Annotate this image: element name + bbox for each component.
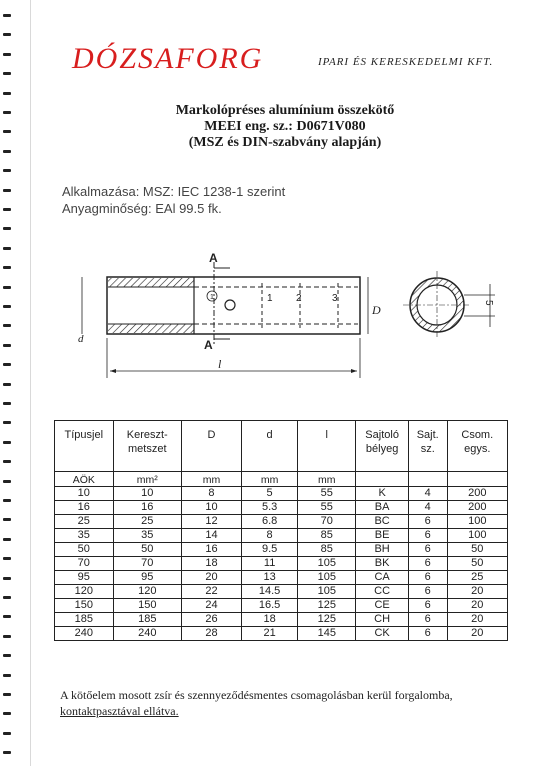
title-line-1: Markolópréses alumínium összekötő [175, 103, 395, 118]
table-cell: BK [356, 557, 409, 571]
dim-d-label: d [78, 333, 84, 345]
table-cell: BE [356, 529, 409, 543]
dim-D-label: D [372, 303, 381, 317]
wall-bottom-hatch [108, 324, 194, 333]
binding-hole [3, 499, 11, 502]
header-die-mark: Sajtoló bélyeg [356, 421, 409, 472]
binding-hole [3, 557, 11, 560]
table-cell: 70 [298, 515, 356, 529]
table-cell: 4 [408, 501, 447, 515]
detail-number: 1 [210, 294, 214, 301]
section-label-top: A [209, 251, 218, 265]
title-line-2: MEEI eng. sz.: D0671V080 [204, 119, 366, 134]
table-row [55, 585, 508, 599]
unit-cell: mm [298, 472, 356, 487]
table-cell: 6 [408, 613, 447, 627]
table-cell: 16 [55, 501, 114, 515]
table-cell: BC [356, 515, 409, 529]
binding-hole [3, 751, 11, 754]
table-cell: 125 [298, 613, 356, 627]
unit-cell: mm² [113, 472, 181, 487]
table-cell: 22 [181, 585, 241, 599]
table-cell: CK [356, 627, 409, 641]
table-cell: 16 [181, 543, 241, 557]
table-cell: 4 [408, 487, 447, 501]
table-cell: 150 [113, 599, 181, 613]
table-cell: 145 [298, 627, 356, 641]
table-cell: 185 [113, 613, 181, 627]
binding-hole [3, 712, 11, 715]
header-cross-section: Kereszt- metszet [113, 421, 181, 472]
table-cell: 20 [447, 585, 507, 599]
table-row [55, 487, 508, 501]
header-press-no: Sajt. sz. [408, 421, 447, 472]
table-cell: 10 [113, 487, 181, 501]
table-cell: 25 [447, 571, 507, 585]
table-cell: 8 [242, 529, 298, 543]
table-cell: 25 [55, 515, 114, 529]
binding-hole [3, 732, 11, 735]
table-cell: 10 [55, 487, 114, 501]
table-row [55, 613, 508, 627]
table-header-row [55, 421, 508, 472]
table-body [55, 487, 508, 641]
table-cell: 14 [181, 529, 241, 543]
table-row [55, 557, 508, 571]
table-cell: BA [356, 501, 409, 515]
header-d: d [242, 421, 298, 472]
title-line-3: (MSZ és DIN-szabvány alapján) [188, 135, 382, 150]
table-cell: 24 [181, 599, 241, 613]
table-cell: 55 [298, 487, 356, 501]
binding-hole [3, 615, 11, 618]
table-cell: 105 [298, 557, 356, 571]
table-cell: 14.5 [242, 585, 298, 599]
table-cell: CH [356, 613, 409, 627]
table-cell: 100 [447, 529, 507, 543]
table-row [55, 571, 508, 585]
table-cell: 95 [113, 571, 181, 585]
table-cell: 85 [298, 543, 356, 557]
company-subtitle: IPARI ÉS KERESKEDELMI KFT. [318, 56, 494, 68]
table-cell: 35 [55, 529, 114, 543]
table-cell: 20 [447, 613, 507, 627]
table-cell: 26 [181, 613, 241, 627]
table-cell: 5.3 [242, 501, 298, 515]
table-cell: 100 [447, 515, 507, 529]
table-cell: 70 [113, 557, 181, 571]
table-cell: 6 [408, 571, 447, 585]
specification-table-container [54, 420, 508, 641]
table-cell: 6.8 [242, 515, 298, 529]
binding-hole [3, 538, 11, 541]
section-label-bottom: A [204, 338, 213, 352]
table-cell: CC [356, 585, 409, 599]
table-row [55, 627, 508, 641]
table-cell: 21 [242, 627, 298, 641]
binding-hole [3, 635, 11, 638]
table-cell: 35 [113, 529, 181, 543]
binding-hole [3, 441, 11, 444]
application-line: Alkalmazása: MSZ: IEC 1238-1 szerint [62, 184, 286, 199]
table-cell: 6 [408, 627, 447, 641]
header-D: D [181, 421, 241, 472]
table-cell: 5 [242, 487, 298, 501]
table-cell: 6 [408, 585, 447, 599]
unit-cell: mm [242, 472, 298, 487]
crimp-mark-1: 1 [267, 293, 273, 304]
header-pack-unit: Csom. egys. [447, 421, 507, 472]
table-row [55, 529, 508, 543]
table-cell: 50 [447, 543, 507, 557]
unit-cell [408, 472, 447, 487]
table-row [55, 543, 508, 557]
table-cell: 55 [298, 501, 356, 515]
table-cell: 120 [113, 585, 181, 599]
table-cell: 11 [242, 557, 298, 571]
table-cell: 85 [298, 529, 356, 543]
table-cell: 240 [113, 627, 181, 641]
table-cell: 150 [55, 599, 114, 613]
binding-hole [3, 693, 11, 696]
connector-cross-section [403, 271, 495, 339]
header-l: l [298, 421, 356, 472]
table-cell: 13 [242, 571, 298, 585]
unit-cell [447, 472, 507, 487]
table-cell: CE [356, 599, 409, 613]
binding-hole [3, 421, 11, 424]
crimp-mark-2: 2 [296, 293, 302, 304]
unit-cell [356, 472, 409, 487]
material-line: Anyagminőség: EAl 99.5 fk. [62, 201, 222, 216]
table-row [55, 501, 508, 515]
unit-cell: mm [181, 472, 241, 487]
table-cell: 25 [113, 515, 181, 529]
dim-length-label: l [218, 357, 222, 371]
table-cell: BH [356, 543, 409, 557]
table-cell: 20 [447, 627, 507, 641]
table-row [55, 599, 508, 613]
dim-wall-label: 5 [483, 300, 494, 306]
wall-top-hatch [108, 278, 194, 287]
table-cell: 16 [113, 501, 181, 515]
connector-side-view [82, 262, 368, 378]
table-cell: 105 [298, 585, 356, 599]
table-cell: 50 [113, 543, 181, 557]
table-cell: 95 [55, 571, 114, 585]
table-cell: 20 [447, 599, 507, 613]
table-cell: 50 [447, 557, 507, 571]
table-row [55, 515, 508, 529]
footer-note [60, 687, 520, 719]
binding-hole [3, 596, 11, 599]
table-cell: 12 [181, 515, 241, 529]
table-cell: 185 [55, 613, 114, 627]
table-cell: 240 [55, 627, 114, 641]
table-cell: 105 [298, 571, 356, 585]
table-cell: 16.5 [242, 599, 298, 613]
table-cell: 200 [447, 487, 507, 501]
table-cell: 28 [181, 627, 241, 641]
table-cell: 20 [181, 571, 241, 585]
table-cell: 9.5 [242, 543, 298, 557]
table-cell: 50 [55, 543, 114, 557]
table-cell: 6 [408, 515, 447, 529]
table-cell: CA [356, 571, 409, 585]
specification-table [54, 420, 508, 641]
header-type: Típusjel [55, 421, 114, 472]
table-cell: 6 [408, 599, 447, 613]
inspection-hole [225, 300, 235, 310]
table-cell: 70 [55, 557, 114, 571]
table-cell: 8 [181, 487, 241, 501]
binding-hole [3, 480, 11, 483]
binding-hole [3, 577, 11, 580]
binding-hole [3, 674, 11, 677]
company-logo: DÓZSAFORG [72, 42, 264, 75]
table-cell: 6 [408, 543, 447, 557]
binding-hole [3, 654, 11, 657]
footer-line-1: A kötőelem mosott zsír és szennyeződésmentes csomagolásban kerül forgalomba, [60, 688, 453, 702]
binding-hole [3, 518, 11, 521]
table-cell: 18 [181, 557, 241, 571]
binding-hole [3, 460, 11, 463]
table-cell: 125 [298, 599, 356, 613]
table-cell: 6 [408, 529, 447, 543]
unit-cell: AÖK [55, 472, 114, 487]
table-cell: 120 [55, 585, 114, 599]
table-cell: 200 [447, 501, 507, 515]
table-units-row [55, 472, 508, 487]
table-cell: 6 [408, 557, 447, 571]
table-cell: 10 [181, 501, 241, 515]
footer-line-2: kontaktpasztával ellátva. [60, 704, 179, 718]
crimp-mark-3: 3 [332, 293, 338, 304]
table-cell: 18 [242, 613, 298, 627]
table-cell: K [356, 487, 409, 501]
